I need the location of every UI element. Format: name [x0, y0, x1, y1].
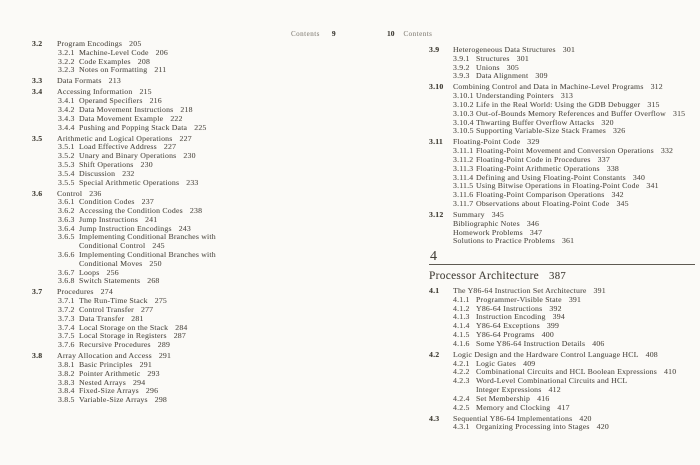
- entry-number: 3.4.1: [58, 96, 75, 106]
- entry-title: Summary: [453, 209, 485, 219]
- toc-subsection-entry-3.7.1: [32, 297, 335, 306]
- entry-title: Variable-Size Arrays: [79, 395, 148, 405]
- entry-page-number: 233: [186, 177, 199, 187]
- entry-title: Condition Codes: [79, 197, 135, 207]
- entry-title: Control: [57, 188, 83, 198]
- entry-page-number: 361: [561, 236, 575, 246]
- entry-title: Unions: [476, 62, 500, 72]
- entry-page-number: 245: [152, 241, 165, 251]
- entry-number: 3.8.1: [58, 360, 75, 370]
- entry-page-number: 345: [616, 198, 629, 208]
- entry-title: Some Y86-64 Instruction Details: [476, 338, 586, 348]
- running-header-title: Contents: [291, 30, 320, 38]
- entry-page-number: 274: [100, 287, 113, 297]
- toc-section-entry-3.5: [32, 135, 335, 144]
- entry-number: 3.4: [32, 87, 43, 97]
- entry-page-number: 213: [108, 76, 121, 86]
- toc-subsection-entry-3.7.2: [32, 306, 335, 315]
- entry-number: 3.7.1: [58, 296, 75, 306]
- entry-number: 4.3.1: [453, 422, 470, 432]
- entry-title: Solutions to Practice Problems: [453, 236, 555, 246]
- entry-number: 3.5.2: [58, 151, 75, 161]
- entry-number: 3.11.6: [453, 190, 474, 200]
- entry-title: Structures: [476, 53, 510, 63]
- entry-title: Y86-64 Programs: [476, 330, 535, 340]
- entry-page-number: 326: [613, 126, 626, 136]
- entry-page-number: 296: [145, 386, 159, 396]
- entry-number: 3.6.6: [58, 250, 75, 260]
- entry-page-number: 420: [596, 422, 609, 432]
- entry-number: 3.10: [429, 82, 444, 92]
- entry-number: 3.11.1: [453, 146, 474, 156]
- toc-subsection-entry-3.6.1: [32, 198, 335, 207]
- entry-page-number: 346: [526, 218, 540, 228]
- entry-number: 3.11.2: [453, 154, 474, 164]
- entry-title: Homework Problems: [453, 227, 523, 237]
- entry-number: 3.6.3: [58, 214, 75, 224]
- entry-page-number: 315: [647, 99, 660, 109]
- entry-title: Pushing and Popping Stack Data: [79, 122, 188, 132]
- entry-title: Y86-64 Exceptions: [476, 321, 540, 331]
- entry-number: 4.2.3: [453, 376, 470, 386]
- entry-page-number: 394: [552, 312, 565, 322]
- toc-subsection-entry-3.2.1: [32, 49, 335, 58]
- entry-page-number: 298: [154, 395, 168, 405]
- entry-page-number: 206: [155, 47, 168, 57]
- entry-number: 4.1.1: [453, 294, 470, 304]
- entry-page-number: 329: [527, 137, 540, 147]
- toc-subsection-entry-3.2.2: [32, 58, 335, 67]
- chapter-heading-row: [429, 270, 695, 282]
- entry-number: 3.11.3: [453, 163, 474, 173]
- entry-page-number: 387: [549, 270, 567, 283]
- toc-subsection-entry-3.6.6: [32, 251, 335, 260]
- entry-page-number: 216: [149, 96, 162, 106]
- entry-title: Floating-Point Comparison Operations: [476, 190, 605, 200]
- toc-section-entry-3.2: [32, 40, 335, 49]
- toc-subsection-entry-4.1.6: [429, 340, 695, 349]
- toc-section-entry-3.8: [32, 352, 335, 361]
- toc-subsection-entry-3.6.5: [32, 233, 335, 242]
- entry-number: 3.6.4: [58, 223, 75, 233]
- entry-title: Data Movement Instructions: [79, 104, 174, 114]
- entry-title: Unary and Binary Operations: [79, 151, 177, 161]
- entry-page-number: 222: [170, 113, 183, 123]
- entry-page-number: 305: [506, 62, 520, 72]
- entry-page-number: 291: [158, 351, 172, 361]
- entry-title: Nested Arrays: [79, 377, 126, 387]
- entry-title: Defining and Using Floating-Point Constants: [476, 172, 626, 182]
- entry-number: 3.12: [429, 209, 444, 219]
- entry-number: 3.9.3: [453, 71, 470, 81]
- toc-subsection-entry-3.10.5: [429, 127, 695, 136]
- entry-number: 3.10.2: [453, 99, 474, 109]
- entry-page-number: 238: [189, 206, 203, 216]
- entry-title: Fixed-Size Arrays: [79, 386, 139, 396]
- entry-number: 3.6.5: [58, 232, 75, 242]
- entry-title: The Y86-64 Instruction Set Architecture: [453, 286, 587, 296]
- entry-page-number: 215: [139, 87, 152, 97]
- entry-title: Loops: [79, 267, 100, 277]
- entry-page-number: 400: [541, 330, 554, 340]
- entry-page-number: 208: [137, 56, 151, 66]
- entry-number: 3.2.2: [58, 56, 75, 66]
- entry-number: 3.10.3: [453, 108, 474, 118]
- toc-subsection-entry-3.8.2: [32, 370, 335, 379]
- entry-page-number: 281: [131, 313, 144, 323]
- entry-page-number: 416: [537, 393, 550, 403]
- entry-page-number: 227: [163, 142, 177, 152]
- entry-number: 3.2.3: [58, 65, 75, 75]
- entry-title: Organizing Processing into Stages: [476, 422, 590, 432]
- toc-subsection-entry-3.2.3: [32, 66, 335, 75]
- entry-number: 3.7.4: [58, 322, 75, 332]
- entry-page-number: 392: [549, 303, 562, 313]
- entry-title: Using Bitwise Operations in Floating-Point Code: [476, 181, 640, 191]
- entry-title: Load Effective Address: [79, 142, 157, 152]
- entry-title: Understanding Pointers: [476, 91, 554, 101]
- toc-subsection-entry-3.5.4: [32, 170, 335, 179]
- entry-title: Notes on Formatting: [79, 65, 148, 75]
- entry-number: 3.11: [429, 137, 444, 147]
- entry-page-number: 250: [149, 258, 162, 268]
- entry-page-number: 232: [122, 168, 135, 178]
- entry-number: 3.3: [32, 76, 43, 86]
- entry-title: Arithmetic and Logical Operations: [57, 133, 173, 143]
- toc-entry-continuation: [32, 260, 335, 269]
- entry-page-number: 227: [179, 133, 192, 143]
- entry-number: 3.11.4: [453, 172, 474, 182]
- running-header-left: [291, 29, 336, 38]
- entry-title: Implementing Conditional Branches with: [79, 232, 216, 242]
- entry-page-number: 275: [154, 296, 168, 306]
- entry-page-number: 345: [491, 209, 505, 219]
- toc-subsection-entry-3.7.5: [32, 332, 335, 341]
- entry-page-number: 236: [89, 188, 102, 198]
- entry-page-number: 337: [597, 154, 610, 164]
- entry-number: 3.8: [32, 351, 43, 361]
- entry-page-number: 211: [154, 65, 167, 75]
- entry-page-number: 256: [106, 267, 119, 277]
- entry-page-number: 284: [175, 322, 188, 332]
- entry-title: Combinational Circuits and HCL Boolean Expressions: [476, 367, 658, 377]
- entry-title: Shift Operations: [79, 159, 134, 169]
- entry-title: Data Formats: [57, 76, 102, 86]
- entry-title: Heterogeneous Data Structures: [453, 45, 556, 54]
- entry-page-number: 412: [548, 385, 561, 395]
- toc-subsection-entry-3.8.4: [32, 387, 335, 396]
- entry-page-number: 301: [516, 53, 529, 63]
- entry-title: Local Storage on the Stack: [79, 322, 169, 332]
- entry-number: 3.2: [32, 39, 43, 48]
- entry-page-number: 399: [546, 321, 560, 331]
- entry-page-number: 230: [140, 159, 153, 169]
- entry-number: 3.6: [32, 188, 43, 198]
- toc-column-right: [429, 46, 695, 432]
- entry-title: Accessing Information: [57, 87, 133, 97]
- entry-number: 3.5.3: [58, 159, 75, 169]
- entry-page-number: 243: [178, 223, 191, 233]
- entry-number: 3.4.3: [58, 113, 75, 123]
- page-number-left: 9: [331, 29, 336, 38]
- toc-section-entry-3.3: [32, 77, 335, 86]
- entry-number: 3.8.2: [58, 368, 75, 378]
- entry-title: Y86-64 Instructions: [476, 303, 543, 313]
- entry-title: Special Arithmetic Operations: [79, 177, 180, 187]
- entry-number: 3.7.6: [58, 340, 75, 350]
- entry-title: Code Examples: [79, 56, 131, 66]
- entry-number: 3.8.5: [58, 395, 75, 405]
- page-number-right: 10: [387, 29, 395, 38]
- entry-title: Jump Instructions: [79, 214, 139, 224]
- entry-title: Floating-Point Movement and Conversion Operations: [476, 146, 654, 156]
- toc-subsection-entry-3.9.3: [429, 72, 695, 81]
- entry-title: Data Movement Example: [79, 113, 164, 123]
- entry-number: 4.2.4: [453, 393, 470, 403]
- entry-page-number: 301: [562, 45, 576, 54]
- entry-number: 3.9: [429, 45, 440, 54]
- entry-title: Recursive Procedures: [79, 340, 151, 350]
- entry-number: 4.2: [429, 349, 440, 359]
- entry-title: Thwarting Buffer Overflow Attacks: [476, 117, 595, 127]
- entry-number: 3.10.4: [453, 117, 474, 127]
- entry-page-number: 312: [650, 82, 663, 92]
- entry-page-number: 287: [173, 331, 186, 341]
- entry-title: The Run-Time Stack: [79, 296, 148, 306]
- entry-page-number: 410: [664, 367, 677, 377]
- entry-title: Out-of-Bounds Memory References and Buffer Overflow: [476, 108, 666, 118]
- entry-title: Operand Specifiers: [79, 96, 143, 106]
- entry-title: Integer Expressions: [476, 385, 542, 395]
- entry-page-number: 420: [579, 413, 592, 423]
- entry-title: Memory and Clocking: [476, 402, 551, 412]
- toc-subsection-entry-3.5.5: [32, 179, 335, 188]
- toc-subsection-entry-3.5.2: [32, 152, 335, 161]
- entry-title: Supporting Variable-Size Stack Frames: [476, 126, 607, 136]
- entry-page-number: 338: [606, 163, 620, 173]
- entry-page-number: 313: [560, 91, 574, 101]
- entry-title: Local Storage in Registers: [79, 331, 167, 341]
- entry-number: 4.1.2: [453, 303, 470, 313]
- entry-title: Sequential Y86-64 Implementations: [453, 413, 573, 423]
- entry-number: 3.10.1: [453, 91, 474, 101]
- toc-subsection-entry-4.2.3: [429, 377, 695, 386]
- entry-title: Combining Control and Data in Machine-Level Programs: [453, 82, 644, 92]
- entry-page-number: 205: [129, 39, 142, 48]
- entry-title: Procedures: [57, 287, 94, 297]
- entry-title: Data Transfer: [79, 313, 125, 323]
- entry-page-number: 417: [557, 402, 570, 412]
- entry-title: Pointer Arithmetic: [79, 368, 141, 378]
- entry-number: 4.2.5: [453, 402, 470, 412]
- entry-page-number: 347: [529, 227, 543, 237]
- entry-number: 3.7.3: [58, 313, 75, 323]
- entry-title: Instruction Encoding: [476, 312, 546, 322]
- entry-number: 3.5.5: [58, 177, 75, 187]
- entry-title: Set Membership: [476, 393, 531, 403]
- entry-number: 3.7.2: [58, 305, 75, 315]
- entry-title: Basic Principles: [79, 360, 133, 370]
- entry-page-number: 391: [593, 286, 606, 296]
- entry-title: Bibliographic Notes: [453, 218, 520, 228]
- toc-subsection-entry-4.3.1: [429, 423, 695, 432]
- entry-number: 3.4.4: [58, 122, 75, 132]
- entry-number: 4.2.2: [453, 367, 470, 377]
- entry-number: 3.7.5: [58, 331, 75, 341]
- toc-subsection-entry-4.2.5: [429, 404, 695, 413]
- entry-title: Data Alignment: [476, 71, 529, 81]
- entry-number: 4.1.5: [453, 330, 470, 340]
- toc-unnumbered-entry: [429, 237, 695, 246]
- entry-page-number: 342: [611, 190, 624, 200]
- toc-subsection-entry-3.6.7: [32, 269, 335, 278]
- entry-number: 4.3: [429, 413, 440, 423]
- entry-page-number: 218: [180, 104, 193, 114]
- toc-column-left: [32, 40, 335, 405]
- entry-number: 3.4.2: [58, 104, 75, 114]
- entry-number: 3.6.2: [58, 206, 75, 216]
- entry-page-number: 237: [141, 197, 154, 207]
- entry-title: Word-Level Combinational Circuits and HCL: [476, 376, 628, 386]
- entry-page-number: 289: [157, 340, 171, 350]
- entry-page-number: 320: [601, 117, 614, 127]
- entry-number: 3.7: [32, 287, 43, 297]
- entry-page-number: 277: [140, 305, 154, 315]
- entry-title: Control Transfer: [79, 305, 134, 315]
- entry-page-number: 241: [145, 214, 158, 224]
- entry-page-number: 409: [523, 358, 536, 368]
- entry-page-number: 406: [592, 338, 605, 348]
- entry-number: 3.2.1: [58, 47, 75, 57]
- entry-page-number: 268: [147, 276, 160, 286]
- entry-number: 3.9.2: [453, 62, 470, 72]
- entry-page-number: 391: [568, 294, 582, 304]
- toc-section-entry-3.7: [32, 288, 335, 297]
- toc-subsection-entry-3.8.1: [32, 361, 335, 370]
- toc-subsection-entry-3.5.3: [32, 161, 335, 170]
- entry-title: Switch Statements: [79, 276, 141, 286]
- entry-page-number: 408: [645, 349, 658, 359]
- entry-page-number: 294: [133, 377, 146, 387]
- entry-title: Accessing the Condition Codes: [79, 206, 183, 216]
- toc-subsection-entry-3.6.2: [32, 207, 335, 216]
- toc-subsection-entry-3.6.8: [32, 277, 335, 286]
- entry-number: 4.1.4: [453, 321, 470, 331]
- toc-section-entry-3.6: [32, 190, 335, 199]
- entry-page-number: 315: [672, 108, 686, 118]
- toc-subsection-entry-3.8.3: [32, 379, 335, 388]
- entry-title: Logic Gates: [476, 358, 517, 368]
- toc-section-entry-3.4: [32, 88, 335, 97]
- entry-title: Conditional Moves: [79, 258, 143, 268]
- entry-title: Array Allocation and Access: [57, 351, 152, 361]
- entry-number: 3.10.5: [453, 126, 474, 136]
- entry-page-number: 332: [660, 146, 674, 156]
- entry-number: 3.8.3: [58, 377, 75, 387]
- chapter-number-row-4: [429, 250, 695, 265]
- entry-number: 3.5.4: [58, 168, 75, 178]
- toc-subsection-entry-3.7.6: [32, 341, 335, 350]
- entry-number: 3.6.7: [58, 267, 75, 277]
- toc-subsection-entry-3.11.7: [429, 200, 695, 209]
- entry-page-number: 309: [535, 71, 548, 81]
- entry-page-number: 293: [147, 368, 160, 378]
- entry-title: Machine-Level Code: [79, 47, 149, 57]
- entry-page-number: 340: [632, 172, 646, 182]
- entry-title: Jump Instruction Encodings: [79, 223, 172, 233]
- entry-number: 3.5.1: [58, 142, 75, 152]
- entry-number: 3.6.8: [58, 276, 75, 286]
- entry-number: 3.5: [32, 133, 43, 143]
- entry-page-number: 225: [194, 122, 207, 132]
- entry-title: Processor Architecture: [429, 270, 540, 283]
- entry-title: Floating-Point Code in Procedures: [476, 154, 591, 164]
- entry-title: Implementing Conditional Branches with: [79, 250, 216, 260]
- toc-subsection-entry-3.8.5: [32, 396, 335, 405]
- entry-title: Discussion: [79, 168, 116, 178]
- entry-title: Floating-Point Code: [453, 137, 521, 147]
- entry-number: 4.2.1: [453, 358, 470, 368]
- entry-number: 4.1: [429, 286, 440, 296]
- entry-title: Life in the Real World: Using the GDB Debugger: [476, 99, 641, 109]
- toc-subsection-entry-3.4.4: [32, 124, 335, 133]
- entry-number: 3.9.1: [453, 53, 470, 63]
- entry-number: 3.8.4: [58, 386, 75, 396]
- entry-page-number: 291: [139, 360, 152, 370]
- entry-number: 3.6.1: [58, 197, 75, 207]
- entry-title: Observations about Floating-Point Code: [476, 198, 610, 208]
- toc-subsection-entry-3.4.2: [32, 106, 335, 115]
- entry-title: Program Encodings: [57, 39, 123, 48]
- entry-number: 4.1.3: [453, 312, 470, 322]
- entry-number: 4.1.6: [453, 338, 470, 348]
- entry-page-number: 341: [646, 181, 659, 191]
- entry-title: Logic Design and the Hardware Control Language HCL: [453, 349, 639, 359]
- entry-title: Floating-Point Arithmetic Operations: [476, 163, 600, 173]
- entry-number: 3.11.5: [453, 181, 474, 191]
- entry-title: Programmer-Visible State: [476, 294, 562, 304]
- entry-number: 4: [430, 249, 437, 265]
- running-header-right: [387, 29, 432, 38]
- running-header-title: Contents: [403, 30, 433, 38]
- entry-title: Conditional Control: [79, 241, 146, 251]
- entry-number: 3.11.7: [453, 198, 474, 208]
- entry-page-number: 230: [183, 151, 196, 161]
